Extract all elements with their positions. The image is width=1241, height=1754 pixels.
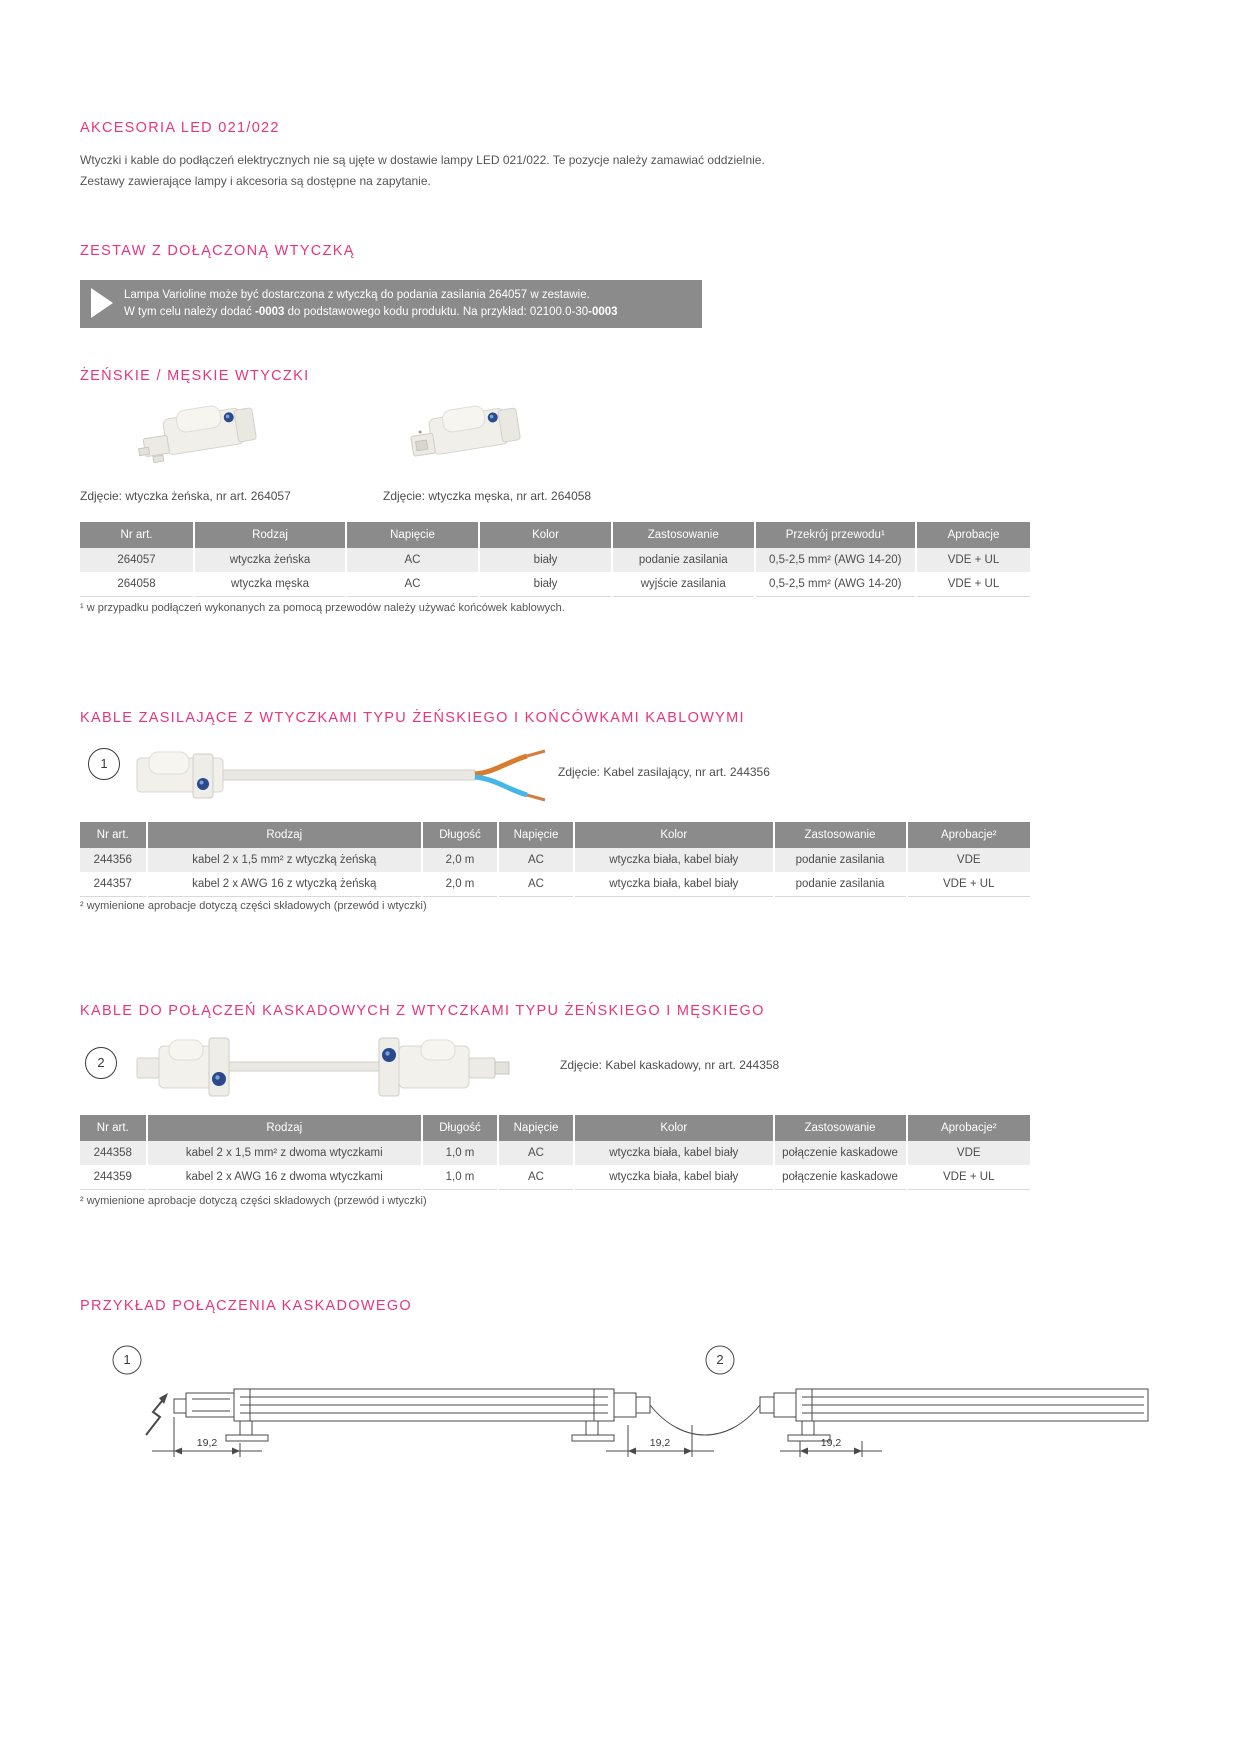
- cell: podanie zasilania: [774, 872, 907, 897]
- cell: kabel 2 x 1,5 mm² z wtyczką żeńską: [147, 848, 423, 872]
- cell: wtyczka biała, kabel biały: [574, 872, 774, 897]
- ref-circle-1: 1: [88, 748, 120, 780]
- cell: kabel 2 x 1,5 mm² z dwoma wtyczkami: [147, 1141, 423, 1165]
- intro-line-1: Wtyczki i kable do podłączeń elektrycznych nie są ujęte w dostawie lampy LED 021/022. Te pozycje należy zamawiać oddzielnie.: [80, 153, 765, 167]
- col-header: Kolor: [574, 1115, 774, 1141]
- col-header: Nr art.: [80, 822, 147, 848]
- cell: 2,0 m: [422, 848, 498, 872]
- cell: wtyczka biała, kabel biały: [574, 1165, 774, 1190]
- cell: 0,5-2,5 mm² (AWG 14-20): [755, 572, 917, 597]
- male-plug-body: [408, 400, 521, 458]
- cell: połączenie kaskadowe: [774, 1165, 907, 1190]
- diagram-ref-1-label: 1: [123, 1352, 131, 1367]
- col-header: Aprobacje²: [907, 822, 1031, 848]
- col-header: Długość: [422, 1115, 498, 1141]
- cell: 244358: [93, 1147, 132, 1159]
- cell: VDE + UL: [916, 572, 1030, 597]
- cell: 2,0 m: [422, 872, 498, 897]
- cell: AC: [498, 848, 574, 872]
- kit-section-title: ZESTAW Z DOŁĄCZONĄ WTYCZKĄ: [80, 243, 355, 259]
- male-plug-photo: [405, 398, 525, 470]
- table-row: [80, 572, 1030, 597]
- page-title: AKCESORIA LED 021/022: [80, 120, 280, 136]
- banner-line-2-p1: W tym celu należy dodać: [124, 306, 256, 318]
- intro-paragraph: [80, 150, 765, 192]
- col-header: Zastosowanie: [774, 822, 907, 848]
- col-header: Rodzaj: [147, 822, 423, 848]
- female-plug-body: [137, 400, 258, 465]
- table-row: [80, 872, 1030, 897]
- example-section-title: PRZYKŁAD POŁĄCZENIA KASKADOWEGO: [80, 1298, 412, 1314]
- cell: wtyczka męska: [194, 572, 346, 597]
- cell: biały: [479, 548, 612, 572]
- banner-line-2-p2: do podstawowego kodu produktu. Na przykład: 02100.0-30: [284, 306, 589, 318]
- info-banner: [80, 280, 702, 328]
- col-header: Kolor: [479, 522, 612, 548]
- col-header: Kolor: [574, 822, 774, 848]
- cell: 1,0 m: [422, 1165, 498, 1190]
- cell: podanie zasilania: [612, 548, 755, 572]
- col-header: Aprobacje²: [907, 1115, 1031, 1141]
- cell: 244356: [93, 854, 132, 866]
- power-cable-photo: [135, 746, 555, 804]
- col-header: Przekrój przewodu¹: [755, 522, 917, 548]
- cell: wtyczka żeńska: [194, 548, 346, 572]
- dimension-label-2: 19,2: [649, 1437, 671, 1449]
- power-cables-table: [80, 822, 1030, 897]
- col-header: Napięcie: [346, 522, 479, 548]
- banner-line-2-b2: -0003: [588, 306, 618, 318]
- col-header: Rodzaj: [147, 1115, 423, 1141]
- cascade-cable-photo: [135, 1032, 555, 1102]
- power-cables-footnote: ² wymienione aprobacje dotyczą części składowych (przewód i wtyczki): [80, 900, 427, 912]
- orange-wire: [475, 756, 527, 774]
- cell: 264058: [80, 572, 194, 597]
- cell: AC: [346, 548, 479, 572]
- cascade-cable-curve: [650, 1405, 760, 1435]
- diagram-linework: [113, 1346, 1148, 1457]
- cell: połączenie kaskadowe: [774, 1141, 907, 1165]
- cell: 1,0 m: [422, 1141, 498, 1165]
- cascade-cable-caption: Zdjęcie: Kabel kaskadowy, nr art. 244358: [560, 1058, 780, 1072]
- cell: VDE: [907, 848, 1031, 872]
- cell: AC: [498, 872, 574, 897]
- cell: podanie zasilania: [774, 848, 907, 872]
- table-header-row: [80, 822, 1030, 848]
- blue-wire: [475, 777, 527, 795]
- col-header: Nr art.: [80, 522, 194, 548]
- dimension-label-1: 19,2: [196, 1437, 218, 1449]
- col-header: Napięcie: [498, 822, 574, 848]
- col-header: Rodzaj: [194, 522, 346, 548]
- power-cables-section-title: KABLE ZASILAJĄCE Z WTYCZKAMI TYPU ŻEŃSKIEGO I KOŃCÓWKAMI KABLOWYMI: [80, 710, 745, 726]
- cell: VDE + UL: [916, 548, 1030, 572]
- intro-line-2: Zestawy zawierające lampy i akcesoria są dostępne na zapytanie.: [80, 174, 431, 188]
- plugs-table: [80, 522, 1030, 597]
- col-header: Długość: [422, 822, 498, 848]
- cell: 244359: [80, 1165, 147, 1190]
- cell: wyjście zasilania: [612, 572, 755, 597]
- cascade-cable-drawing: [137, 1038, 509, 1096]
- ref-circle-2: 2: [85, 1047, 117, 1079]
- dimension-label-3: 19,2: [820, 1437, 842, 1449]
- banner-line-1: Lampa Varioline może być dostarczona z wtyczką do podania zasilania 264057 w zestawie.: [124, 289, 590, 301]
- cell: kabel 2 x AWG 16 z wtyczką żeńską: [147, 872, 423, 897]
- cascade-cables-table: [80, 1115, 1030, 1190]
- cascade-cables-section-title: KABLE DO POŁĄCZEŃ KASKADOWYCH Z WTYCZKAMI TYPU ŻEŃSKIEGO I MĘSKIEGO: [80, 1003, 765, 1019]
- blue-wire-tip: [527, 795, 545, 800]
- male-plug-caption: Zdjęcie: wtyczka męska, nr art. 264058: [383, 489, 592, 503]
- cell: VDE + UL: [907, 872, 1031, 897]
- plugs-footnote: ¹ w przypadku podłączeń wykonanych za pomocą przewodów należy używać końcówek kablowych.: [80, 602, 565, 614]
- cell: kabel 2 x AWG 16 z dwoma wtyczkami: [147, 1165, 423, 1190]
- banner-line-2-b1: -0003: [255, 306, 285, 318]
- cell: VDE: [907, 1141, 1031, 1165]
- female-plug-caption: Zdjęcie: wtyczka żeńska, nr art. 264057: [80, 489, 291, 503]
- cell: wtyczka biała, kabel biały: [574, 848, 774, 872]
- female-plug-photo: [137, 398, 263, 470]
- col-header: Zastosowanie: [774, 1115, 907, 1141]
- table-row: [80, 1165, 1030, 1190]
- orange-wire-tip: [527, 751, 545, 756]
- col-header: Napięcie: [498, 1115, 574, 1141]
- plugs-section-title: ŻEŃSKIE / MĘSKIE WTYCZKI: [80, 368, 310, 384]
- power-cable-drawing: [137, 751, 545, 800]
- cell: 0,5-2,5 mm² (AWG 14-20): [755, 548, 917, 572]
- blue-indicator-dot: [197, 778, 209, 790]
- cell: 244357: [80, 872, 147, 897]
- col-header: Aprobacje: [916, 522, 1030, 548]
- cell: wtyczka biała, kabel biały: [574, 1141, 774, 1165]
- cascade-cables-footnote: ² wymienione aprobacje dotyczą części składowych (przewód i wtyczki): [80, 1195, 427, 1207]
- cell: AC: [498, 1141, 574, 1165]
- cell: 264057: [117, 554, 156, 566]
- cell: AC: [498, 1165, 574, 1190]
- table-row: [80, 548, 1030, 572]
- cell: AC: [346, 572, 479, 597]
- cascade-example-diagram: [90, 1333, 1150, 1478]
- table-row: [80, 848, 1030, 872]
- cell: VDE + UL: [907, 1165, 1031, 1190]
- table-header-row: [80, 522, 1030, 548]
- banner-text: [124, 287, 618, 321]
- diagram-ref-2-label: 2: [716, 1352, 724, 1367]
- cell: biały: [479, 572, 612, 597]
- table-row: [80, 1141, 1030, 1165]
- play-triangle-icon: [91, 288, 113, 318]
- col-header: Nr art.: [80, 1115, 147, 1141]
- power-cable-caption: Zdjęcie: Kabel zasilający, nr art. 244356: [558, 765, 770, 779]
- col-header: Zastosowanie: [612, 522, 755, 548]
- table-header-row: [80, 1115, 1030, 1141]
